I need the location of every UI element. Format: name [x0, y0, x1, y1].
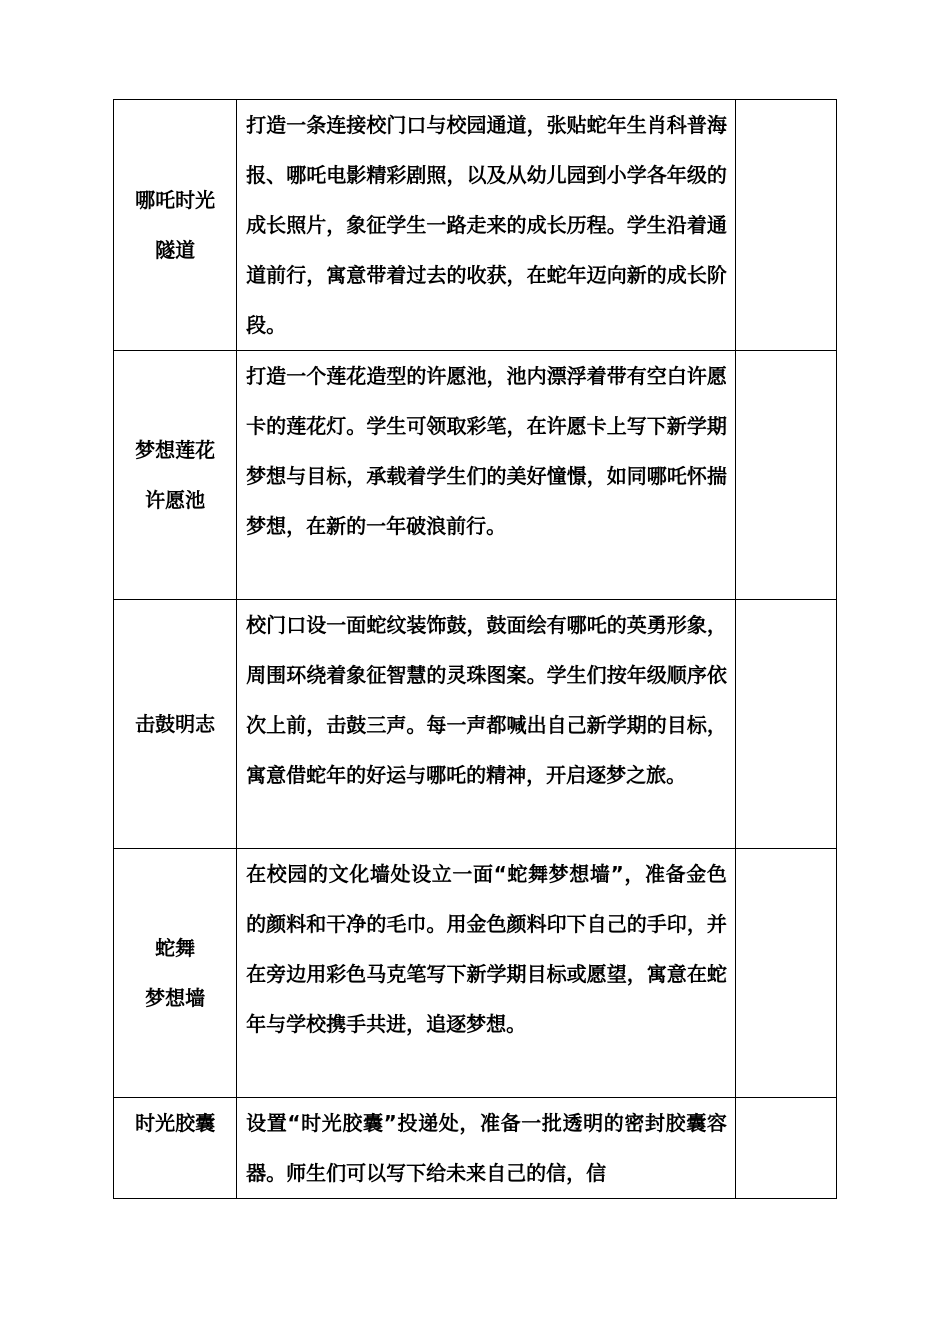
activity-name-line: 梦想墙: [145, 986, 206, 1010]
table-row: [114, 849, 837, 1098]
activity-name-line: 许愿池: [145, 488, 206, 512]
table-row: [114, 1098, 837, 1199]
activity-name-line: 时光胶囊: [135, 1111, 216, 1135]
activity-description-cell: [237, 600, 736, 849]
activity-extra-cell: [735, 351, 836, 600]
activity-name-line: 隧道: [155, 238, 196, 262]
activity-name-line: 梦想莲花: [135, 438, 216, 462]
activity-description-cell: [237, 100, 736, 351]
activity-description: 打造一条连接校门口与校园通道，张贴蛇年生肖科普海报、哪吒电影精彩剧照，以及从幼儿园到小学各年级的成长照片，象征学生一路走来的成长历程。学生沿着通道前行，寓意带着过去的收获，在蛇年迈向新的成长阶段。: [246, 113, 727, 337]
activity-extra-cell: [735, 849, 836, 1098]
activity-name-line: 哪吒时光: [135, 188, 216, 212]
activity-description-cell: [237, 849, 736, 1098]
activity-description: 校门口设一面蛇纹装饰鼓，鼓面绘有哪吒的英勇形象，周围环绕着象征智慧的灵珠图案。学生们按年级顺序依次上前，击鼓三声。每一声都喊出自己新学期的目标，寓意借蛇年的好运与哪吒的精神，开启逐梦之旅。: [246, 613, 727, 787]
activity-description-cell: [237, 1098, 736, 1199]
activity-description-cell: [237, 351, 736, 600]
activity-description: 设置“时光胶囊”投递处，准备一批透明的密封胶囊容器。师生们可以写下给未来自己的信，信: [246, 1111, 727, 1185]
activity-name-line: 蛇舞: [155, 936, 196, 960]
activity-extra-cell: [735, 100, 836, 351]
activity-name-cell: [114, 351, 237, 600]
table-row: [114, 351, 837, 600]
activity-name-line: 击鼓明志: [135, 712, 216, 736]
activity-description: 打造一个莲花造型的许愿池，池内漂浮着带有空白许愿卡的莲花灯。学生可领取彩笔，在许愿卡上写下新学期梦想与目标，承载着学生们的美好憧憬，如同哪吒怀揣梦想，在新的一年破浪前行。: [246, 364, 727, 538]
table-row: [114, 100, 837, 351]
activity-name-cell: [114, 100, 237, 351]
activity-name-cell: [114, 849, 237, 1098]
activity-table: [113, 99, 837, 1199]
table-row: [114, 600, 837, 849]
activity-extra-cell: [735, 1098, 836, 1199]
activity-extra-cell: [735, 600, 836, 849]
activity-name-cell: [114, 1098, 237, 1199]
activity-description: 在校园的文化墙处设立一面“蛇舞梦想墙”，准备金色的颜料和干净的毛巾。用金色颜料印下自己的手印，并在旁边用彩色马克笔写下新学期目标或愿望，寓意在蛇年与学校携手共进，追逐梦想。: [246, 862, 727, 1036]
activity-name-cell: [114, 600, 237, 849]
